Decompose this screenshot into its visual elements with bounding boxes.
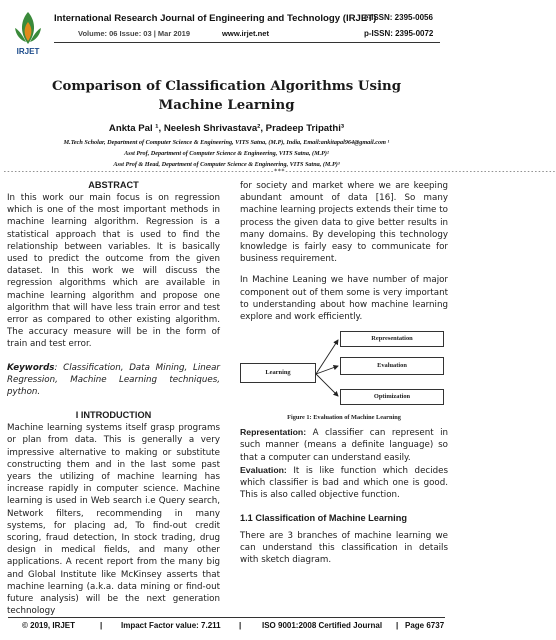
representation-text: A classifier can represent in such manner (means a definite language) so that a computer can understand easily. <box>240 428 448 463</box>
figure-evaluation-box: Evaluation <box>340 357 444 375</box>
figure-caption: Figure 1: Evaluation of Machine Learning <box>287 414 401 422</box>
evaluation-text: It is like function which decides which classifier is bad and which one is good. This is also called objective function. <box>240 465 448 501</box>
e-issn: e-ISSN: 2395-0056 <box>364 13 433 22</box>
components-paragraph: In Machine Leaning we have number of major component out of them some is very important to understanding about how machine learning explore and work efficiently. <box>240 275 448 323</box>
abstract-heading: ABSTRACT <box>88 180 139 190</box>
right-column <box>240 180 448 566</box>
keywords-label: Keywords <box>7 362 55 373</box>
evaluation-term: Evaluation: <box>240 464 287 475</box>
affiliation-3: Asst Prof & Head, Department of Computer Science & Engineering, VITS Satna, (M.P)³ <box>113 161 340 168</box>
representation-term: Representation: <box>240 427 307 438</box>
title-separator: ---------------------------------------------------------------------------***--------------------------------------------------------------------------- <box>3 168 556 175</box>
irjet-logo-icon <box>9 8 47 56</box>
header-rule <box>54 42 440 43</box>
figure-learning-box: Learning <box>240 363 316 383</box>
journal-title: International Research Journal of Engineering and Technology (IRJET) <box>54 13 377 24</box>
footer-copyright: © 2019, IRJET <box>22 621 76 630</box>
footer-separator: | <box>100 621 103 630</box>
paper-authors: Ankta Pal ¹, Neelesh Shrivastava², Pradeep Tripathi³ <box>108 123 345 134</box>
representation-definition <box>240 426 448 464</box>
volume-issue: Volume: 06 Issue: 03 | Mar 2019 <box>78 29 191 38</box>
keywords <box>7 362 220 399</box>
figure-optimization-box: Optimization <box>340 389 444 405</box>
introduction-heading: I INTRODUCTION <box>75 410 152 421</box>
journal-header <box>0 0 453 62</box>
footer-iso: ISO 9001:2008 Certified Journal <box>262 621 383 630</box>
paper-title: Comparison of Classification Algorithms Using Machine Learning <box>51 79 402 113</box>
footer-rule <box>8 617 445 618</box>
figure-1 <box>240 330 448 426</box>
affiliation-2: Asst Prof, Department of Computer Science & Engineering, VITS Satna, (M.P)² <box>124 150 329 157</box>
figure-representation-box: Representation <box>340 331 444 347</box>
footer-separator: | <box>239 621 242 630</box>
intro-continued-paragraph: for society and market where we are keeping abundant amount of data [16]. So many machine learning projects extends their time to process the given data to give better results in many domains. By developing this technology knowledge is fairly easy to communicate for business requirement. <box>240 181 448 265</box>
left-column <box>7 179 220 618</box>
introduction-text: Machine learning systems itself grasp programs or plan from data. This is generally a very impressive alternative to making or substitute constructing them and in the last some past years the utilizing of machine learning has increase rapidly in computer science. Machine learning is used in Web search i.e Query search, Network filters, recommending in many systems, for placing ad, To find-out credit scoring, fraud detection, In stock trading, drug design in medical fields, and many other applications. A recent report from the many big and Global Institute like McKinsey asserts that machine learning (a.k.a. data mining or find-out future analysis) will be the next generation technology <box>7 423 220 617</box>
p-issn: p-ISSN: 2395-0072 <box>364 29 434 38</box>
abstract-text: In this work our main focus is on regression which is one of the most important methods in machine learning algorithm. Regression is a statistical approach that is used to find the relationship between variables. It is basically used to predict the outcome from the given dataset. In this work we will discuss the regression algorithms which are available in machine learning algorithm and propose one algorithm that will have less train error and test error as compared to other existing algorithm. The accuracy measure will be in the form of train and test error. <box>7 193 220 350</box>
subsection-text: There are 3 branches of machine learning we can understand this classification in details with sketch diagram. <box>240 530 448 566</box>
keywords-text: : Classification, Data Mining, Linear Regression, Machine Learning techniques, python. <box>7 362 220 398</box>
subsection-heading: 1.1 Classification of Machine Learning <box>240 513 407 524</box>
footer-page-number: Page 6737 <box>405 621 445 630</box>
footer-impact-factor: Impact Factor value: 7.211 <box>121 621 221 630</box>
journal-website-link[interactable]: www.irjet.net <box>222 29 269 38</box>
affiliation-1: M.Tech Scholar, Department of Computer Science & Engineering, VITS Satna, (M.P), India, Email:ankitapal964@gmail.com ¹ <box>63 139 390 146</box>
evaluation-definition <box>240 464 448 502</box>
footer-separator: | <box>396 621 399 630</box>
svg-text:IRJET: IRJET <box>16 47 40 56</box>
